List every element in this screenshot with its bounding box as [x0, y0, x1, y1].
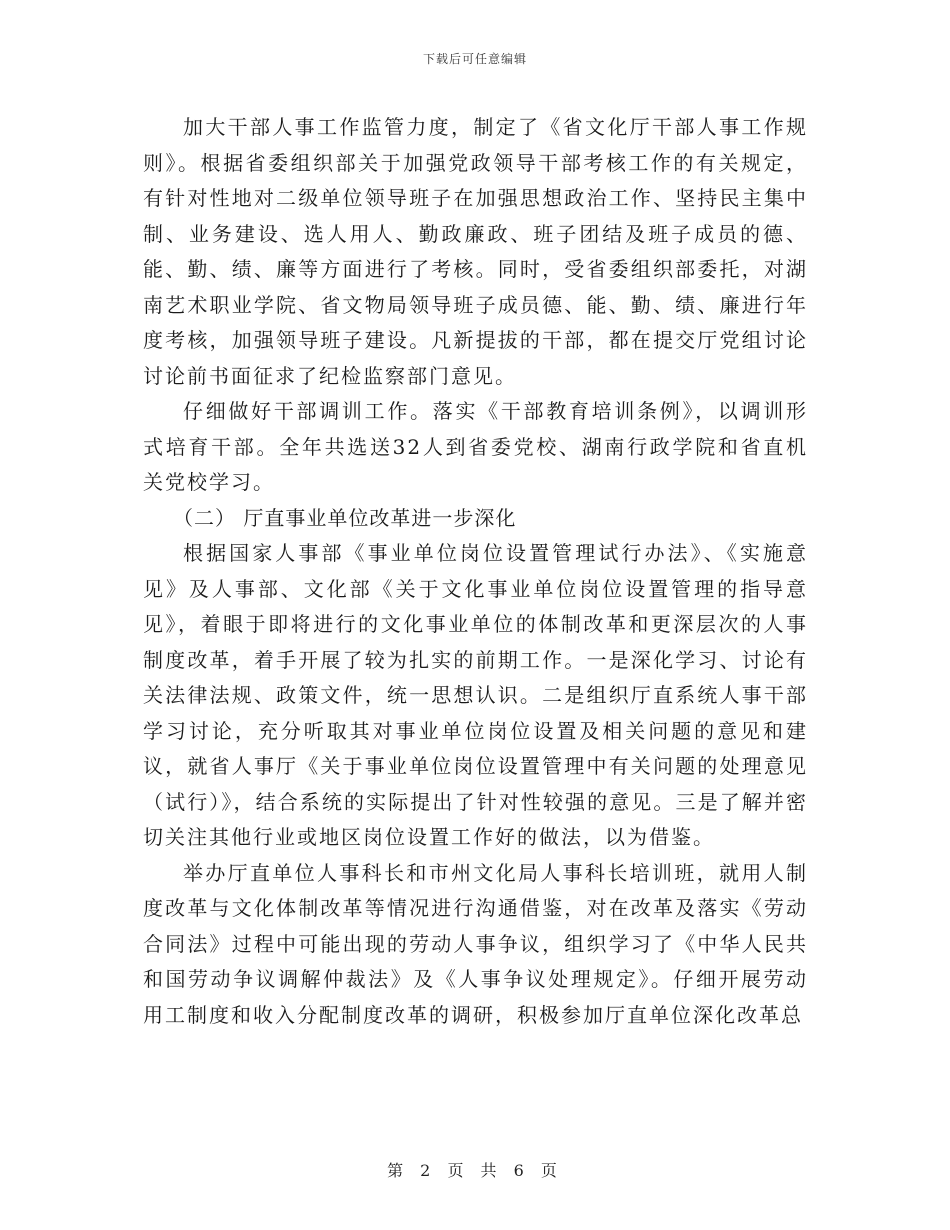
paragraph-training: 仔细做好干部调训工作。落实《干部教育培训条例》，以调训形式培育干部。全年共选送32人到省委党校、湖南行政学院和省直机关党校学习。: [143, 399, 808, 494]
paragraph-workshop: 举办厅直单位人事科长和市州文化局人事科长培训班，就用人制度改革与文化体制改革等情况进行沟通借鉴，对在改革及落实《劳动合同法》过程中可能出现的劳动人事争议，组织学习了《中华人民共和国劳动争议调解仲裁法》及《人事争议处理规定》。仔细开展劳动用工制度和收入分配制度改革的调研，积极参加厅直单位深化改革总: [143, 860, 808, 1027]
page-footer: 第 2 页 共 6 页: [387, 1161, 563, 1180]
document-body: [143, 110, 808, 1033]
section-heading: （二） 厅直事业单位改革进一步深化: [173, 505, 517, 530]
paragraph-supervision: 加大干部人事工作监管力度，制定了《省文化厅干部人事工作规则》。根据省委组织部关于加强党政领导干部考核工作的有关规定，有针对性地对二级单位领导班子在加强思想政治工作、坚持民主集中制、业务建设、选人用人、勤政廉政、班子团结及班子成员的德、能、勤、绩、廉等方面进行了考核。同时，受省委组织部委托，对湖南艺术职业学院、省文物局领导班子成员德、能、勤、绩、廉进行年度考核，加强领导班子建设。凡新提拔的干部，都在提交厅党组讨论讨论前书面征求了纪检监察部门意见。: [143, 115, 808, 388]
page-header: 下载后可任意编辑: [422, 52, 527, 66]
paragraph-reform: 根据国家人事部《事业单位岗位设置管理试行办法》、《实施意见》及人事部、文化部《关于文化事业单位岗位设置管理的指导意见》，着眼于即将进行的文化事业单位的体制改革和更深层次的人事制度改革，着手开展了较为扎实的前期工作。一是深化学习、讨论有关法律法规、政策文件，统一思想认识。二是组织厅直系统人事干部学习讨论，充分听取其对事业单位岗位设置及相关问题的意见和建议，就省人事厅《关于事业单位岗位设置管理中有关问题的处理意见（试行）》，结合系统的实际提出了针对性较强的意见。三是了解并密切关注其他行业或地区岗位设置工作好的做法，以为借鉴。: [143, 541, 808, 849]
